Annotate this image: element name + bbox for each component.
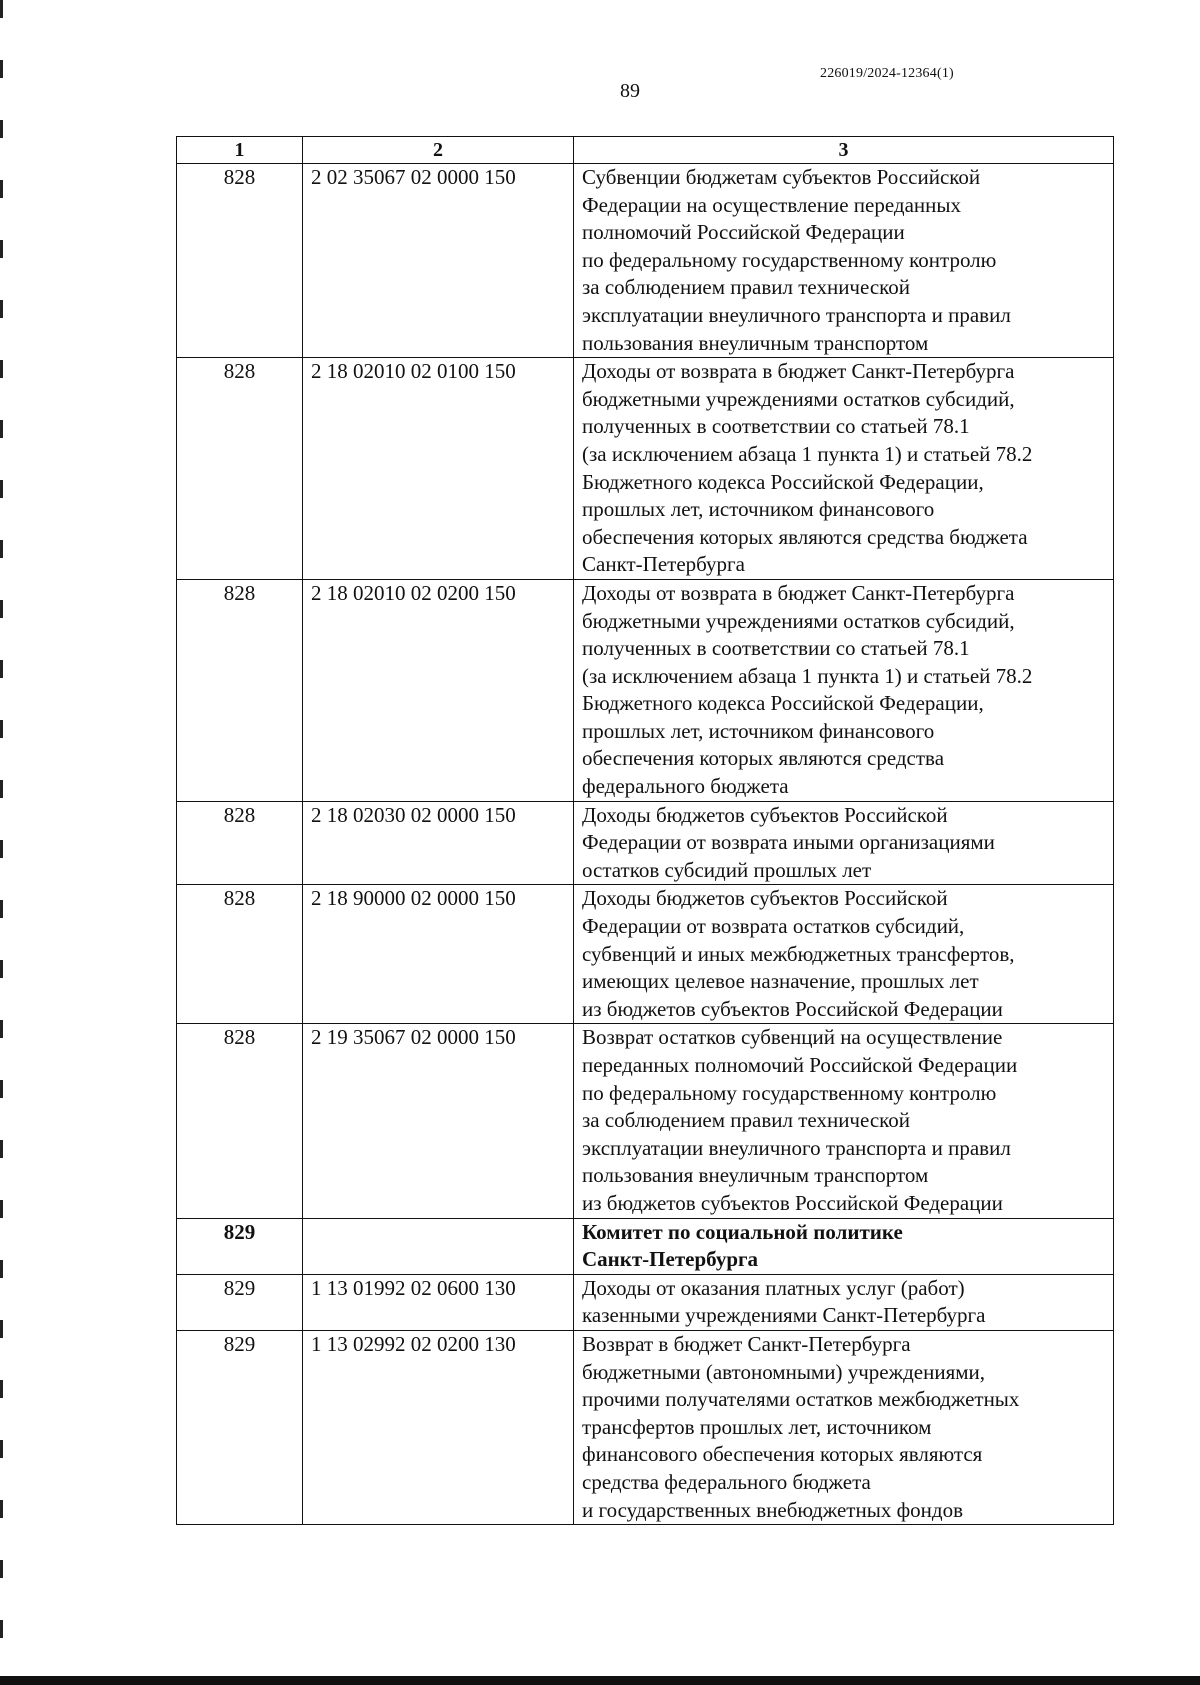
description-line: субвенций и иных межбюджетных трансфертов, xyxy=(582,941,1015,966)
description-line: Федерации от возврата остатков субсидий, xyxy=(582,914,965,939)
description-line: Возврат в бюджет Санкт-Петербурга xyxy=(582,1331,911,1356)
description-line: остатков субсидий прошлых лет xyxy=(582,857,872,882)
description-line: Доходы бюджетов субъектов Российской xyxy=(582,802,948,827)
revenue-code-cell: 2 18 02010 02 0100 150 xyxy=(303,358,574,580)
admin-code-cell: 828 xyxy=(177,358,303,580)
description-line: прошлых лет, источником финансового xyxy=(582,497,935,522)
description-line: и государственных внебюджетных фондов xyxy=(582,1497,964,1522)
description-line: Доходы от оказания платных услуг (работ) xyxy=(582,1275,965,1300)
revenue-code-cell: 2 02 35067 02 0000 150 xyxy=(303,164,574,358)
table-row xyxy=(177,1274,1114,1330)
description-line: прошлых лет, источником финансового xyxy=(582,718,935,743)
column-header-3: 3 xyxy=(574,137,1114,164)
admin-code-cell: 828 xyxy=(177,801,303,885)
description-cell xyxy=(574,1274,1114,1330)
description-line: бюджетными учреждениями остатков субсидий, xyxy=(582,386,1015,411)
description-line: Возврат остатков субвенций на осуществление xyxy=(582,1025,1003,1050)
revenue-code-cell: 2 18 90000 02 0000 150 xyxy=(303,885,574,1024)
table-row xyxy=(177,1024,1114,1218)
description-line: (за исключением абзаца 1 пункта 1) и статьей 78.2 xyxy=(582,663,1033,688)
description-line: Доходы от возврата в бюджет Санкт-Петербурга xyxy=(582,580,1015,605)
table-row xyxy=(177,1330,1114,1524)
description-line: Санкт-Петербурга xyxy=(582,552,745,577)
description-line: по федеральному государственному контролю xyxy=(582,247,997,272)
description-line: пользования внеуличным транспортом xyxy=(582,330,929,355)
page-number: 89 xyxy=(620,80,640,102)
admin-code-cell: 829 xyxy=(177,1274,303,1330)
description-line: полученных в соответствии со статьей 78.1 xyxy=(582,636,970,661)
description-line: обеспечения которых являются средства xyxy=(582,746,945,771)
description-line: прочими получателями остатков межбюджетных xyxy=(582,1387,1020,1412)
description-line: из бюджетов субъектов Российской Федерации xyxy=(582,1190,1003,1215)
admin-code-cell: 828 xyxy=(177,1024,303,1218)
description-line: эксплуатации внеуличного транспорта и правил xyxy=(582,302,1011,327)
admin-code-cell: 829 xyxy=(177,1218,303,1274)
revenue-code-cell: 2 18 02030 02 0000 150 xyxy=(303,801,574,885)
table-row xyxy=(177,358,1114,580)
document-number: 226019/2024-12364(1) xyxy=(820,66,954,81)
table-row xyxy=(177,164,1114,358)
scan-edge-bottom xyxy=(0,1676,1200,1685)
description-cell xyxy=(574,885,1114,1024)
description-cell xyxy=(574,1218,1114,1274)
revenue-code-cell: 1 13 02992 02 0200 130 xyxy=(303,1330,574,1524)
description-line: за соблюдением правил технической xyxy=(582,275,911,300)
description-line: средства федерального бюджета xyxy=(582,1469,871,1494)
revenue-codes-table xyxy=(176,136,1114,1525)
table-row xyxy=(177,579,1114,801)
description-line: Доходы бюджетов субъектов Российской xyxy=(582,886,948,911)
description-cell xyxy=(574,358,1114,580)
description-line: обеспечения которых являются средства бюджета xyxy=(582,524,1028,549)
table-row xyxy=(177,801,1114,885)
table-row xyxy=(177,885,1114,1024)
description-cell xyxy=(574,1330,1114,1524)
table-body xyxy=(177,137,1114,1525)
description-line: переданных полномочий Российской Федерации xyxy=(582,1053,1018,1077)
description-line: (за исключением абзаца 1 пункта 1) и статьей 78.2 xyxy=(582,441,1033,466)
description-cell xyxy=(574,164,1114,358)
description-line: Санкт-Петербурга xyxy=(582,1247,759,1272)
admin-code-cell: 829 xyxy=(177,1330,303,1524)
description-line: бюджетными учреждениями остатков субсидий, xyxy=(582,608,1015,633)
description-line: Федерации от возврата иными организациями xyxy=(582,830,995,855)
description-line: бюджетными (автономными) учреждениями, xyxy=(582,1359,986,1384)
description-line: Доходы от возврата в бюджет Санкт-Петербурга xyxy=(582,359,1015,384)
revenue-code-cell: 1 13 01992 02 0600 130 xyxy=(303,1274,574,1330)
description-line: по федеральному государственному контролю xyxy=(582,1080,997,1105)
description-line: Комитет по социальной политике xyxy=(582,1219,903,1244)
description-cell xyxy=(574,801,1114,885)
revenue-code-cell: 2 19 35067 02 0000 150 xyxy=(303,1024,574,1218)
description-line: имеющих целевое назначение, прошлых лет xyxy=(582,969,979,994)
description-cell xyxy=(574,1024,1114,1218)
description-line: федерального бюджета xyxy=(582,774,789,799)
column-header-1: 1 xyxy=(177,137,303,164)
description-line: за соблюдением правил технической xyxy=(582,1108,911,1133)
table-header-row xyxy=(177,137,1114,164)
scan-edge-left xyxy=(0,0,3,1685)
description-line: полученных в соответствии со статьей 78.1 xyxy=(582,414,970,439)
column-header-2: 2 xyxy=(303,137,574,164)
description-cell xyxy=(574,579,1114,801)
description-line: финансового обеспечения которых являются xyxy=(582,1442,983,1467)
description-line: Бюджетного кодекса Российской Федерации, xyxy=(582,469,984,494)
description-line: Федерации на осуществление переданных xyxy=(582,192,961,217)
revenue-code-cell xyxy=(303,1218,574,1274)
description-line: из бюджетов субъектов Российской Федерации xyxy=(582,996,1003,1021)
description-line: эксплуатации внеуличного транспорта и правил xyxy=(582,1135,1011,1160)
admin-code-cell: 828 xyxy=(177,164,303,358)
description-line: Бюджетного кодекса Российской Федерации, xyxy=(582,691,984,716)
description-line: пользования внеуличным транспортом xyxy=(582,1163,929,1188)
description-line: трансфертов прошлых лет, источником xyxy=(582,1414,932,1439)
revenue-code-cell: 2 18 02010 02 0200 150 xyxy=(303,579,574,801)
admin-code-cell: 828 xyxy=(177,579,303,801)
description-line: Субвенции бюджетам субъектов Российской xyxy=(582,165,981,189)
description-line: казенными учреждениями Санкт-Петербурга xyxy=(582,1303,986,1328)
admin-code-cell: 828 xyxy=(177,885,303,1024)
description-line: полномочий Российской Федерации xyxy=(582,220,905,245)
table-row xyxy=(177,1218,1114,1274)
